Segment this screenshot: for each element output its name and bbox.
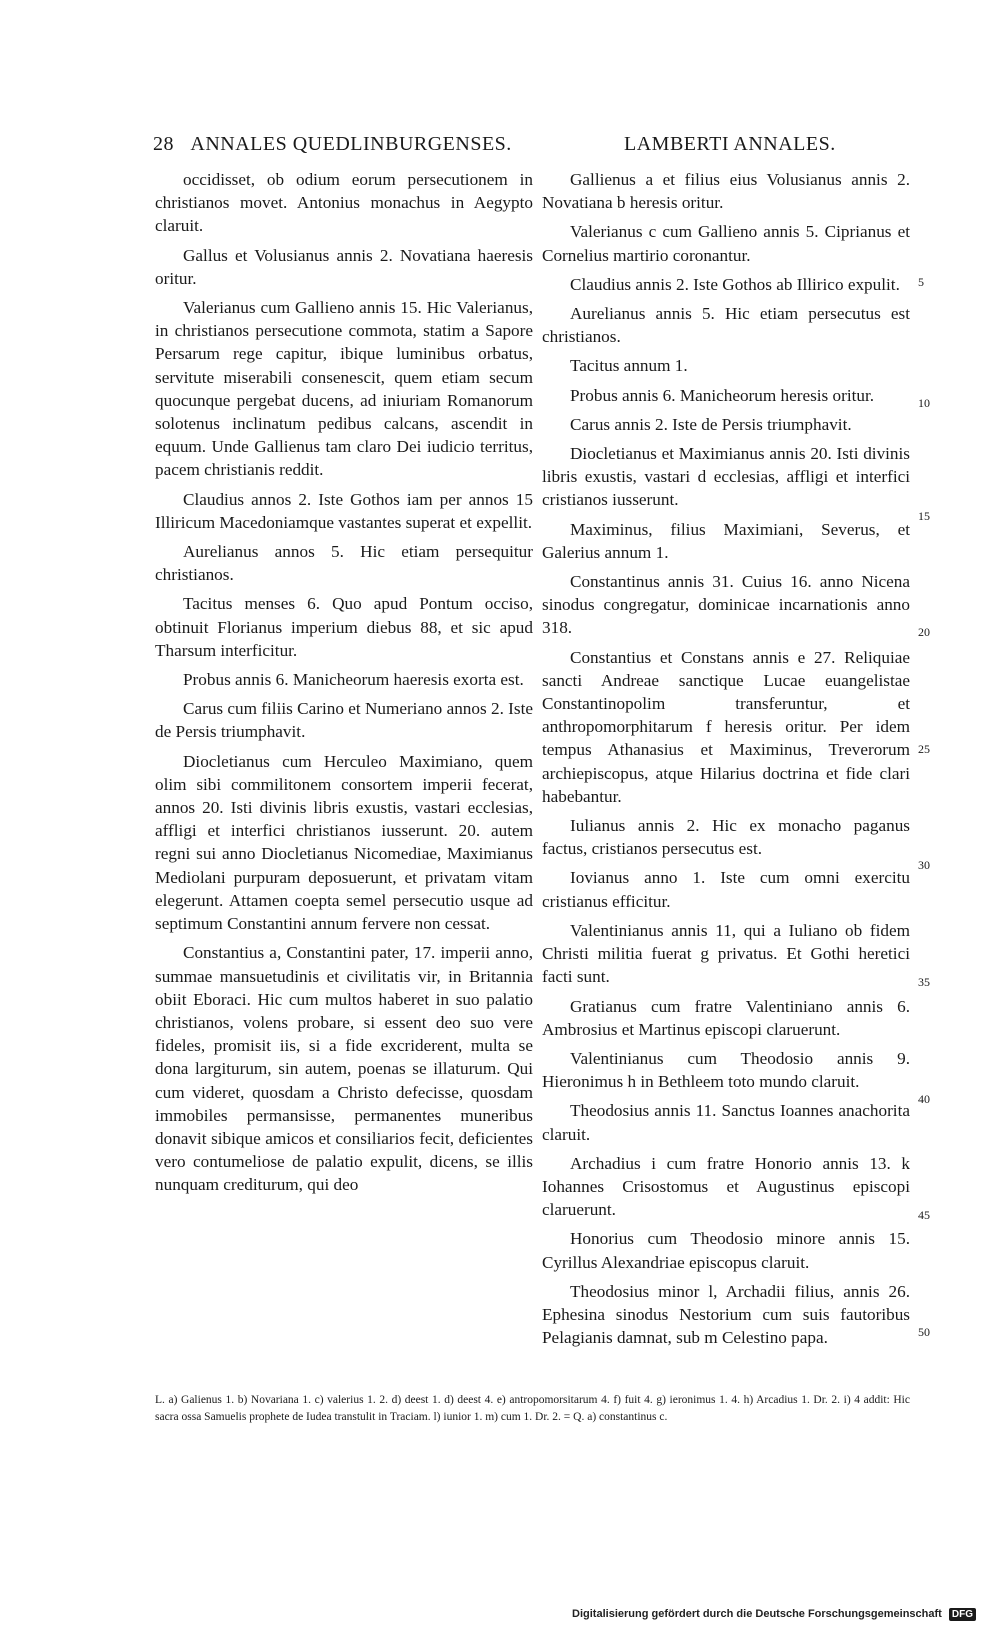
paragraph: Gratianus cum fratre Valentiniano annis 6. Ambrosius et Martinus episcopi claruerunt. bbox=[542, 996, 910, 1039]
paragraph: Valerianus cum Gallieno annis 15. Hic Valerianus, in christianos persecutione commota, statim a Sapore Persarum rege capitur, ibique luminibus orbatus, servitute miserabili consenescit, quem etiam secum quocunque pergebat ducens, ad iniuriam Romanorum solotenus inclinatum pedibus calcans, ascendit in equum. Unde Gallienus tam claro Dei iudicio territus, pacem christianis reddit. bbox=[155, 298, 533, 480]
paragraph: Carus cum filiis Carino et Numeriano annos 2. Iste de Persis triumphavit. bbox=[155, 699, 533, 742]
paragraph: Valentinianus annis 11, qui a Iuliano ob fidem Christi militia fuerat g privatus. Et Gothi heretici facti sunt. bbox=[542, 920, 910, 987]
line-number: 5 bbox=[918, 275, 924, 289]
paragraph: Valerianus c cum Gallieno annis 5. Ciprianus et Cornelius martirio coronantur. bbox=[542, 222, 910, 265]
line-number: 40 bbox=[918, 1092, 930, 1106]
right-column-text bbox=[542, 168, 910, 1355]
paragraph: Claudius annis 2. Iste Gothos ab Illirico expulit. bbox=[570, 274, 900, 294]
paragraph: Iulianus annis 2. Hic ex monacho paganus factus, cristianos persecutus est. bbox=[542, 816, 910, 859]
paragraph: Constantinus annis 31. Cuius 16. anno Nicena sinodus congregatur, dominicae incarnationis anno 318. bbox=[542, 572, 910, 638]
paragraph: Theodosius minor l, Archadii filius, annis 26. Ephesina sinodus Nestorium cum suis fautoribus Pelagianis damnat, sub m Celestino papa. bbox=[542, 1281, 910, 1348]
paragraph: Probus annis 6. Manicheorum heresis oritur. bbox=[570, 385, 875, 405]
paragraph: Gallus et Volusianus annis 2. Novatiana haeresis oritur. bbox=[155, 245, 533, 288]
paragraph: Aurelianus annis 5. Hic etiam persecutus est christianos. bbox=[542, 304, 910, 347]
footnotes: L. a) Galienus 1. b) Novariana 1. c) valerius 1. 2. d) deest 1. d) deest 4. e) antropomorsitarum 4. f) fuit 4. g) ieronimus 1. 4. h) Arcadius 1. Dr. 2. i) 4 addit: Hic sacra ossa Samuelis prophete de Iudea transtulit in Traciam. l) iunior 1. m) cum 1. Dr. 2. = Q. a) constantinus c. bbox=[155, 1394, 910, 1423]
running-header-left bbox=[153, 133, 512, 156]
paragraph: Diocletianus cum Herculeo Maximiano, quem olim sibi commilitonem consortem imperii fecerat, annos 20. Isti divinis libris exustis, vastari ecclesias, affligi et interfici christianos iusserunt. 20. autem regni sui anno Diocletianus Nicomediae, Maximianus Mediolani purpuram deposuerunt, et privatam vitam elegerunt. Attamen coepta semel persecutio usque ad septimum Constantini annum fervere non cessat. bbox=[155, 751, 533, 934]
paragraph: Honorius cum Theodosio minore annis 15. Cyrillus Alexandriae episcopus claruit. bbox=[542, 1229, 910, 1272]
line-number: 50 bbox=[918, 1325, 930, 1339]
line-number: 30 bbox=[918, 858, 930, 872]
paragraph: Constantius a, Constantini pater, 17. imperii anno, summae mansuetudinis et civilitatis vir, in Britannia obiit Eboraci. Hic cum multos haberet in suo palatio christianos, volens probare, si essent deo suo vere fideles, promisit iis, si a fide excriderent, multa se dona largiturum, sin autem, poenas se illaturum. Qui cum videret, quosdam a Christo defecisse, quosdam immobiles permansisse, permanentes muneribus donavit sibique amicos et consiliarios fecit, deficientes vero contumeliose de palatio expulit, dicens, se illis nunquam crediturum, qui deo bbox=[155, 943, 533, 1195]
left-running-title: ANNALES QUEDLINBURGENSES. bbox=[190, 133, 512, 155]
paragraph: occidisset, ob odium eorum persecutionem in christianos movet. Antonius monachus in Aegypto claruit. bbox=[155, 170, 533, 236]
paragraph: Carus annis 2. Iste de Persis triumphavit. bbox=[570, 414, 852, 434]
line-number: 25 bbox=[918, 742, 930, 756]
line-number: 35 bbox=[918, 975, 930, 989]
digitization-credit bbox=[572, 1608, 976, 1621]
dfg-logo: DFG bbox=[949, 1608, 976, 1621]
line-number: 15 bbox=[918, 509, 930, 523]
paragraph: Iovianus anno 1. Iste cum omni exercitu cristianus efficitur. bbox=[542, 868, 910, 911]
digitization-note: Digitalisierung gefördert durch die Deutsche Forschungsgemeinschaft bbox=[572, 1608, 942, 1620]
paragraph: Theodosius annis 11. Sanctus Ioannes anachorita claruit. bbox=[542, 1101, 910, 1144]
paragraph: Diocletianus et Maximianus annis 20. Isti divinis libris exustis, vastari d ecclesias, affligi et interfici cristianos iusserunt. bbox=[542, 444, 910, 510]
right-running-title: LAMBERTI ANNALES. bbox=[624, 133, 836, 155]
paragraph: Probus annis 6. Manicheorum haeresis exorta est. bbox=[183, 670, 524, 690]
paragraph: Archadius i cum fratre Honorio annis 13. k Iohannes Crisostomus et Augustinus episcopi claruerunt. bbox=[542, 1153, 910, 1220]
line-numbers bbox=[918, 0, 958, 1631]
paragraph: Aurelianus annos 5. Hic etiam persequitur christianos. bbox=[155, 542, 533, 585]
paragraph: Maximinus, filius Maximiani, Severus, et Galerius annum 1. bbox=[542, 519, 910, 562]
left-column-text bbox=[155, 168, 533, 1203]
paragraph: Valentinianus cum Theodosio annis 9. Hieronimus h in Bethleem toto mundo claruit. bbox=[542, 1048, 910, 1092]
paragraph: Constantius et Constans annis e 27. Reliquiae sancti Andreae sanctique Lucae euangelistae Constantinopolim transferuntur, et anthropomorphitarum f heresis oritur. Per idem tempus Athanasius et Maximinus, Treverorum archiepiscopus, atque Hilarius doctrina et fide clari habebantur. bbox=[542, 647, 910, 806]
paragraph: Claudius annos 2. Iste Gothos iam per annos 15 Illiricum Macedoniamque vastantes superat et expellit. bbox=[155, 489, 533, 532]
line-number: 45 bbox=[918, 1208, 930, 1222]
page-number: 28 bbox=[153, 133, 174, 155]
line-number: 20 bbox=[918, 625, 930, 639]
paragraph: Tacitus menses 6. Quo apud Pontum occiso, obtinuit Florianus imperium diebus 88, et sic apud Tharsum interficitur. bbox=[155, 594, 533, 660]
line-number: 10 bbox=[918, 396, 930, 410]
paragraph: Tacitus annum 1. bbox=[570, 356, 688, 376]
paragraph: Gallienus a et filius eius Volusianus annis 2. Novatiana b heresis oritur. bbox=[542, 170, 910, 213]
